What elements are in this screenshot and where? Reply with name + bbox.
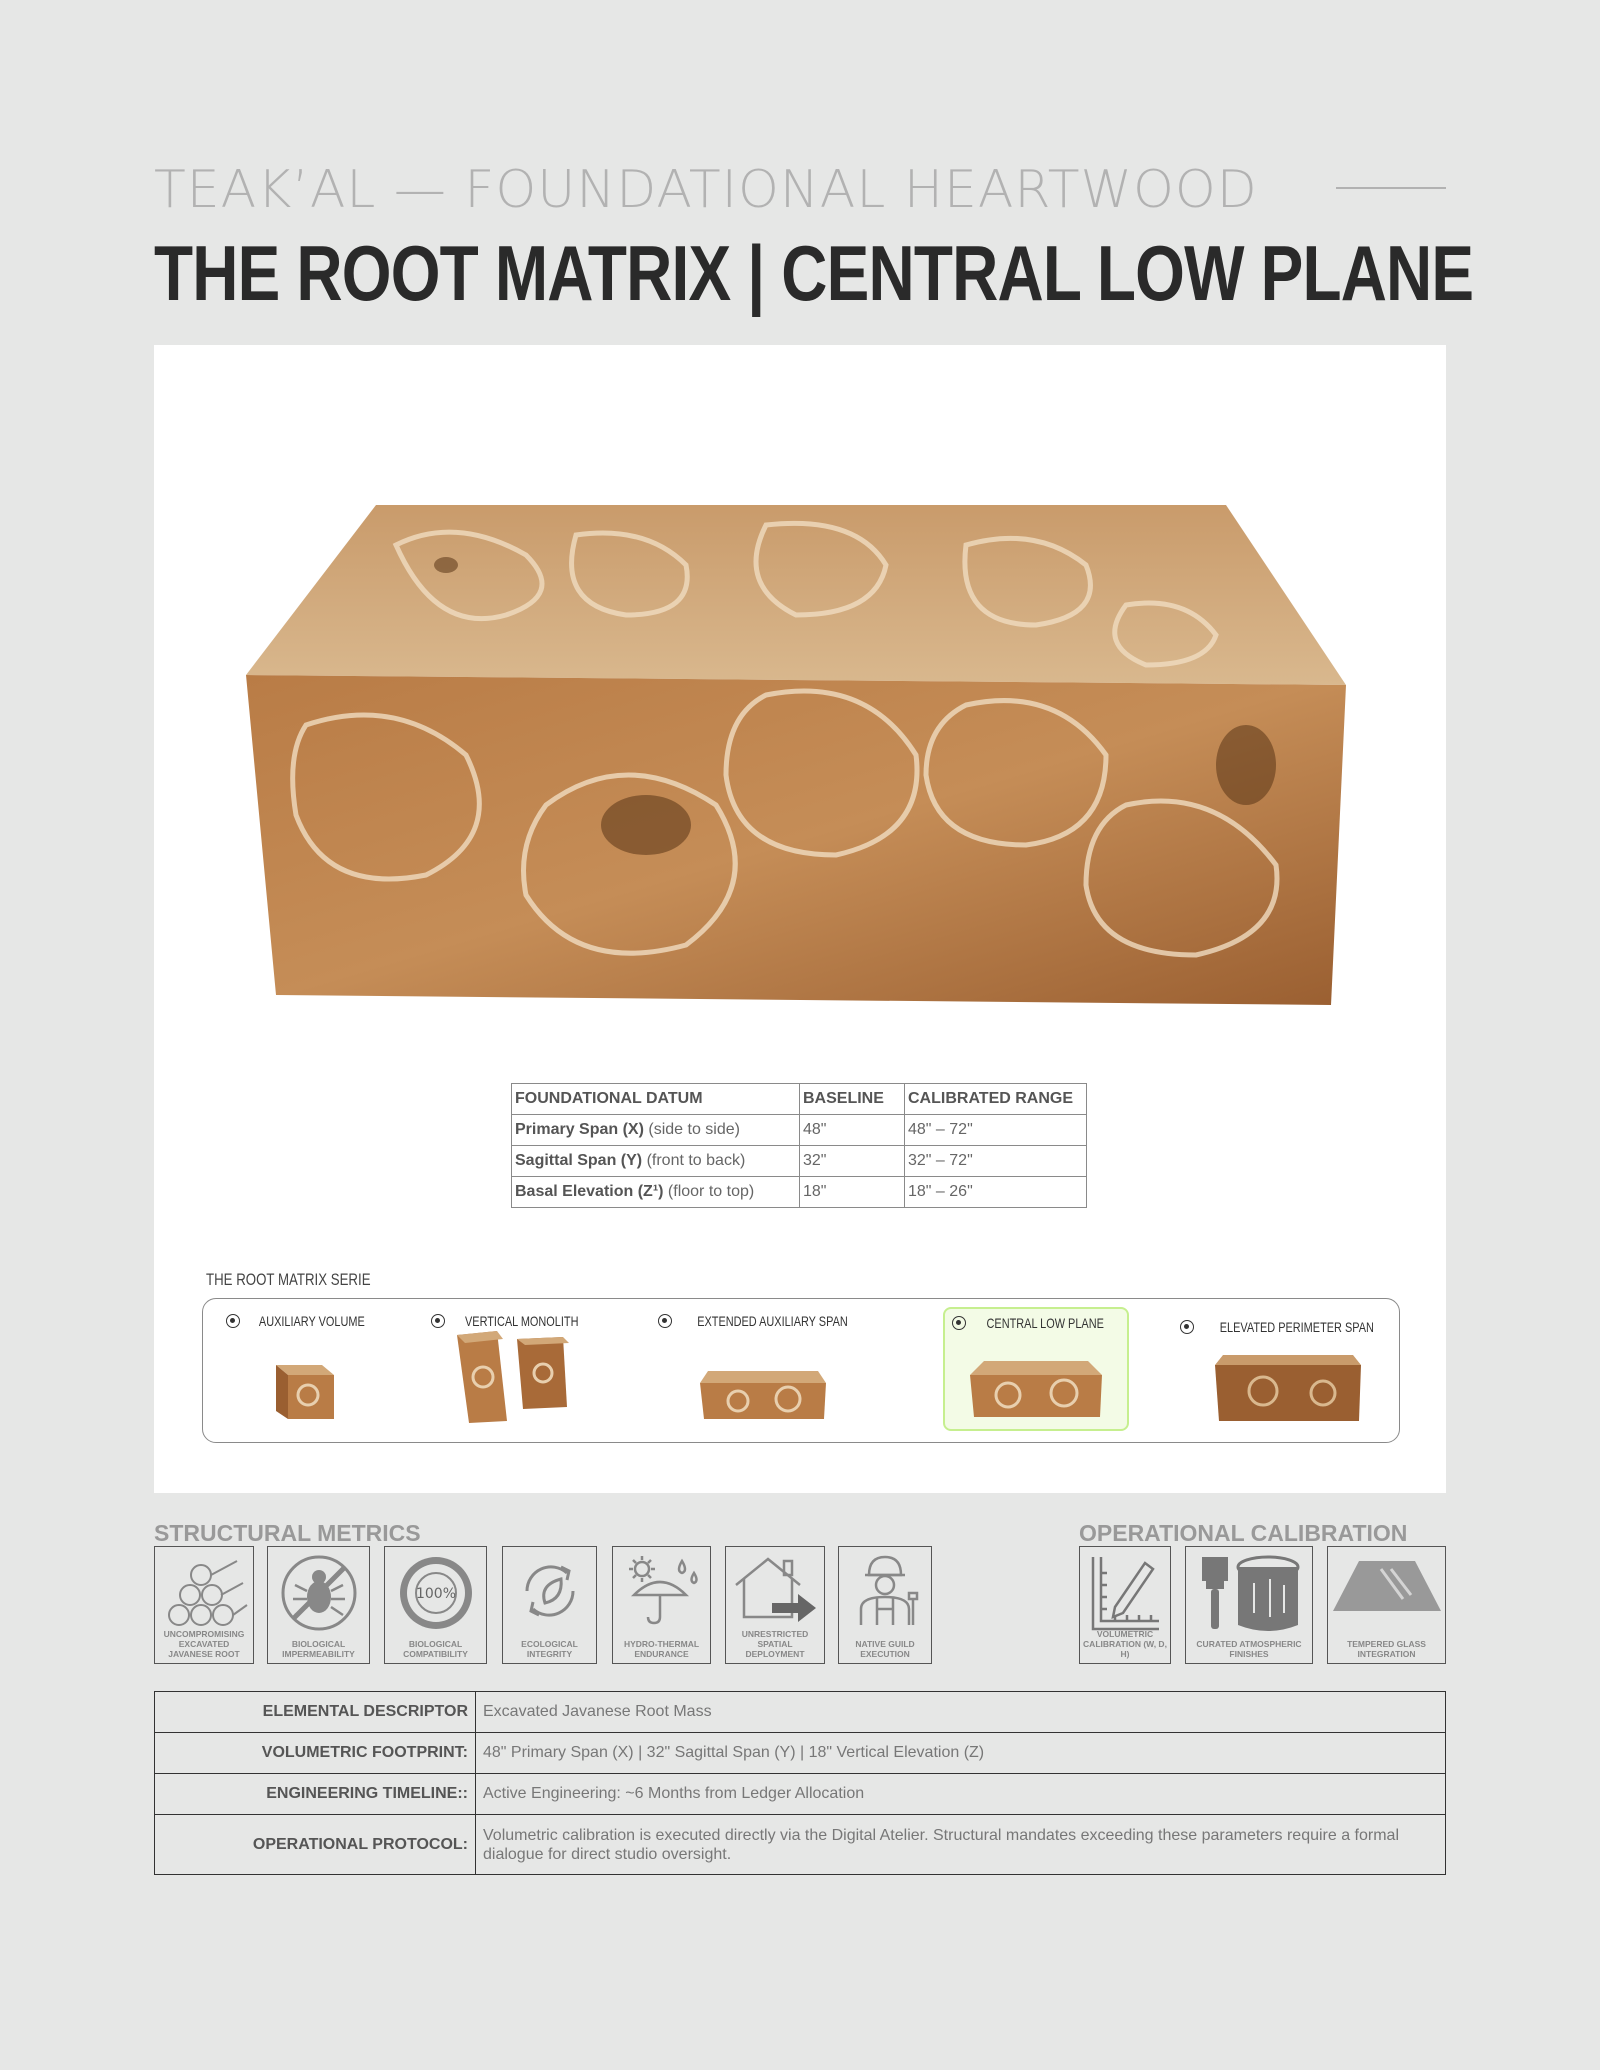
thumb-low-plane-image — [968, 1357, 1104, 1421]
metric-guild — [838, 1546, 932, 1664]
variant-label: AUXILIARY VOLUME — [259, 1313, 365, 1329]
metric-caption: NATIVE GUILD EXECUTION — [855, 1639, 915, 1659]
table-row — [512, 1115, 1087, 1146]
radio-icon[interactable] — [658, 1314, 672, 1328]
logs-icon — [159, 1553, 249, 1635]
metric-caption: HYDRO-THERMAL ENDURANCE — [623, 1639, 700, 1659]
brush-stump-icon — [1194, 1553, 1304, 1635]
variant-label: VERTICAL MONOLITH — [465, 1313, 579, 1329]
calibration-finishes — [1185, 1546, 1313, 1664]
spec-key: OPERATIONAL PROTOCOL: — [155, 1815, 476, 1875]
dim-name: Sagittal Span (Y) — [515, 1152, 643, 1169]
dims-header-datum: FOUNDATIONAL DATUM — [512, 1084, 800, 1115]
metric-caption: ECOLOGICAL INTEGRITY — [521, 1639, 578, 1659]
hero-product-image — [246, 505, 1346, 1005]
variant-elevated-perimeter-span[interactable] — [1193, 1307, 1383, 1431]
table-row — [512, 1177, 1087, 1208]
glass-top-icon — [1331, 1553, 1443, 1619]
metric-ecological — [502, 1546, 597, 1664]
thumb-cube-image — [268, 1353, 338, 1423]
dim-range: 48" – 72" — [905, 1115, 1087, 1146]
variant-vertical-monolith[interactable] — [428, 1307, 598, 1431]
table-row — [155, 1815, 1446, 1875]
weather-umbrella-icon — [620, 1553, 704, 1629]
spec-value: Volumetric calibration is executed directly via the Digital Atelier. Structural mandates exceeding these parameters require a formal dialogue for direct studio oversight. — [476, 1815, 1446, 1875]
dim-name: Basal Elevation (Z¹) — [515, 1183, 664, 1200]
dimension-table — [511, 1083, 1087, 1208]
metric-impermeability — [267, 1546, 370, 1664]
eco-cycle-icon — [515, 1553, 585, 1629]
product-panel — [154, 345, 1446, 1493]
spec-value: Active Engineering: ~6 Months from Ledger Allocation — [476, 1774, 1446, 1815]
spec-table — [154, 1691, 1446, 1875]
variant-label: CENTRAL LOW PLANE — [986, 1315, 1104, 1331]
dim-baseline: 48" — [800, 1115, 905, 1146]
metric-caption: BIOLOGICAL IMPERMEABILITY — [282, 1639, 355, 1659]
radio-icon[interactable] — [952, 1316, 966, 1330]
structural-metrics-heading: STRUCTURAL METRICS — [154, 1520, 421, 1546]
metric-root — [154, 1546, 254, 1664]
series-label: THE ROOT MATRIX SERIE — [206, 1270, 371, 1289]
thumb-monolith-image — [453, 1327, 573, 1423]
dim-note: (front to back) — [642, 1152, 746, 1169]
house-arrow-icon — [730, 1553, 820, 1623]
metric-compatibility — [384, 1546, 487, 1664]
metric-hydro-thermal — [612, 1546, 711, 1664]
table-row — [512, 1146, 1087, 1177]
kicker-rule — [1336, 187, 1446, 189]
seal-text: 100% — [415, 1586, 456, 1602]
hypoallergenic-seal-icon — [394, 1553, 478, 1635]
metric-caption: UNRESTRICTED SPATIAL DEPLOYMENT — [741, 1629, 809, 1659]
table-row — [155, 1692, 1446, 1733]
calibration-caption: CURATED ATMOSPHERIC FINISHES — [1196, 1639, 1302, 1659]
collection-kicker: TEAK’AL — FOUNDATIONAL HEARTWOOD — [154, 160, 1258, 220]
variant-auxiliary-volume[interactable] — [223, 1307, 383, 1431]
spec-key: VOLUMETRIC FOOTPRINT: — [155, 1733, 476, 1774]
dim-baseline: 18" — [800, 1177, 905, 1208]
radio-icon[interactable] — [226, 1314, 240, 1328]
page-title: THE ROOT MATRIX | CENTRAL LOW PLANE — [154, 229, 1474, 317]
thumb-extended-span-image — [698, 1367, 828, 1423]
calibration-caption: VOLUMETRIC CALIBRATION (W, D, H) — [1083, 1629, 1167, 1659]
calibration-glass — [1327, 1546, 1446, 1664]
variant-label: EXTENDED AUXILIARY SPAN — [696, 1313, 848, 1329]
radio-icon[interactable] — [1180, 1320, 1194, 1334]
spec-key: ELEMENTAL DESCRIPTOR — [155, 1692, 476, 1733]
calibration-volumetric — [1079, 1546, 1171, 1664]
calibration-caption: TEMPERED GLASS INTEGRATION — [1347, 1639, 1426, 1659]
dims-header-range: CALIBRATED RANGE — [905, 1084, 1087, 1115]
dim-range: 18" – 26" — [905, 1177, 1087, 1208]
dim-note: (side to side) — [643, 1121, 740, 1138]
operational-calibration-heading: OPERATIONAL CALIBRATION — [1079, 1520, 1408, 1546]
dims-header-baseline: BASELINE — [800, 1084, 905, 1115]
variant-extended-auxiliary-span[interactable] — [663, 1307, 863, 1431]
dim-name: Primary Span (X) — [515, 1121, 644, 1138]
spec-value: 48" Primary Span (X) | 32" Sagittal Span (Y) | 18" Vertical Elevation (Z) — [476, 1733, 1446, 1774]
metric-caption: UNCOMPROMISING EXCAVATED JAVANESE ROOT — [163, 1629, 245, 1659]
dim-range: 32" – 72" — [905, 1146, 1087, 1177]
ruler-pencil-icon — [1087, 1553, 1163, 1633]
thumb-perimeter-span-image — [1213, 1351, 1363, 1423]
spec-value: Excavated Javanese Root Mass — [476, 1692, 1446, 1733]
variant-label: ELEVATED PERIMETER SPAN — [1219, 1319, 1375, 1335]
dim-note: (floor to top) — [663, 1183, 755, 1200]
series-selector — [202, 1298, 1400, 1443]
table-row — [155, 1774, 1446, 1815]
no-termite-icon — [277, 1553, 361, 1635]
spec-key: ENGINEERING TIMELINE:: — [155, 1774, 476, 1815]
radio-icon[interactable] — [431, 1314, 445, 1328]
craftsman-icon — [847, 1553, 923, 1627]
metric-caption: BIOLOGICAL COMPATIBILITY — [403, 1639, 468, 1659]
metric-spatial — [725, 1546, 825, 1664]
variant-central-low-plane[interactable] — [943, 1307, 1129, 1431]
table-row — [155, 1733, 1446, 1774]
dim-baseline: 32" — [800, 1146, 905, 1177]
